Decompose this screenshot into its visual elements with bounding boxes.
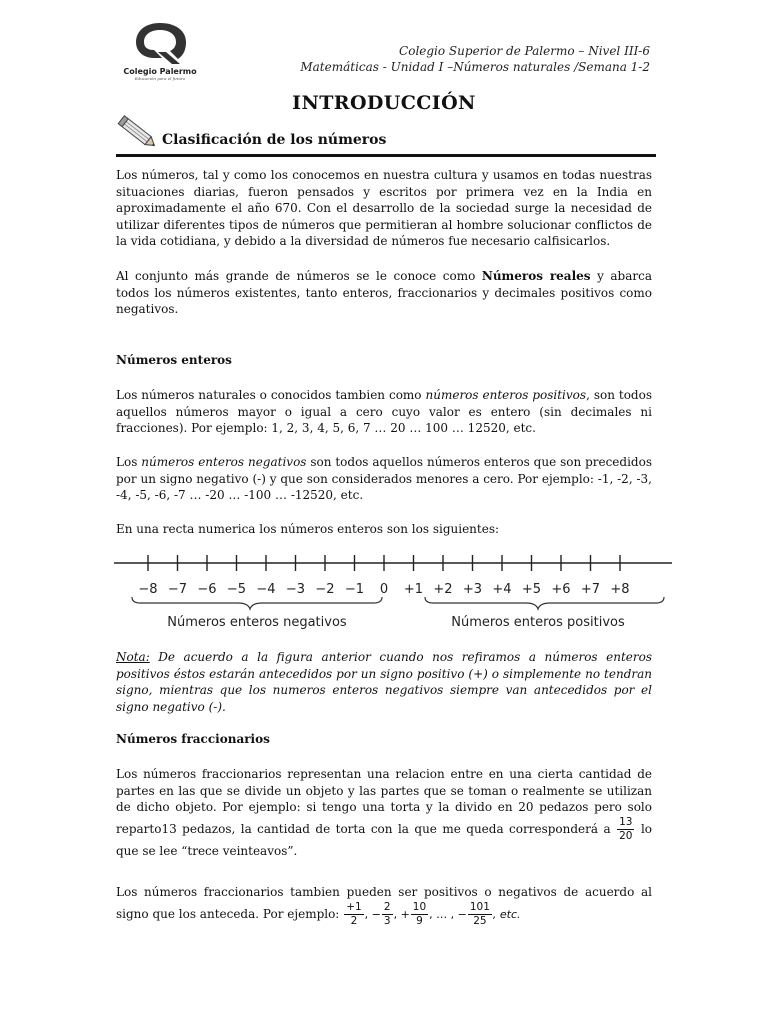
separator: , + [393, 907, 410, 921]
text-run: y abarca todos los números existentes, tanto enteros, fraccionarios y decimales positivos como negativos. [116, 269, 652, 317]
italic-term: números enteros positivos [425, 388, 587, 402]
number-line-label: +5 [521, 582, 542, 597]
separator: , − [364, 907, 381, 921]
text-run: Los números fraccionarios tambien pueden ser positivos o negativos de acuerdo al signo que los anteceda. Por ejemplo: [116, 885, 652, 921]
fraction-numerator: 10 [412, 900, 427, 913]
fraction-denominator: 20 [619, 829, 633, 842]
heading-fraccionarios: Números fraccionarios [116, 732, 270, 746]
number-line-label: −4 [256, 582, 276, 597]
number-line-label: +6 [551, 582, 571, 597]
bold-term: Números reales [481, 269, 591, 283]
section-divider [116, 154, 656, 157]
fraction-numerator: 2 [383, 900, 391, 913]
paragraph-reales [116, 268, 652, 318]
number-line-label: +4 [492, 582, 512, 597]
heading-enteros: Números enteros [116, 353, 232, 367]
paragraph-intro: Los números, tal y como los conocemos en nuestra cultura y usamos en todas nuestras situaciones diarias, fueron pensados y escritos por primera vez en la India en aproximadamente el año 670. Con el desarrollo de la sociedad surge la necesidad de utilizar diferentes tipos de números que permitieran al hombre solucionar conflictos de la vida cotidiana, y debido a la diversidad de números fue necesario calfisicarlos. [116, 168, 652, 249]
nota-label: Nota: [116, 650, 150, 664]
header-line-2: Matemáticas - Unidad I –Números naturales /Semana 1-2 [300, 60, 650, 74]
number-line-label: −3 [285, 582, 306, 597]
paragraph-recta: En una recta numerica los números enteros son los siguientes: [116, 522, 500, 536]
fraction-example [344, 901, 363, 928]
logo-mark-icon [132, 20, 188, 66]
fraction-numerator: 101 [469, 900, 490, 913]
pencil-icon [116, 114, 160, 154]
text-run: Los [116, 455, 142, 469]
paragraph-fraccionarios [116, 766, 652, 859]
fraction-numerator: 13 [619, 815, 633, 828]
number-line-label: −7 [167, 582, 188, 597]
logo-name: Colegio Palermo [123, 67, 197, 76]
number-line-figure [110, 548, 680, 638]
separator: , etc. [492, 907, 521, 921]
text-run: De acuerdo a la figura anterior cuando nos refiramos a números enteros positivos éstos estarán antecedidos por un signo positivo (+) o simplemente no tendran signo, mientras que los numeros enteros negativos siempre van antecedidos por el signo negativo (-). [116, 650, 652, 714]
school-logo [118, 20, 202, 90]
number-line-label: −2 [315, 582, 335, 597]
fraction-numerator: +1 [346, 900, 362, 913]
text-run: Los números fraccionarios representan una relacion entre en una cierta cantidad de partes en las que se divide un objeto y las partes que se toman o realmente se utilizan de dicho objeto. Por ejemplo: si tengo una torta y la divido en 20 pedazos pero solo reparto13 pedazos, la cantidad de torta con la que me queda corresponderá a [116, 767, 652, 836]
number-line-label: +2 [433, 582, 453, 597]
fraction-example [468, 901, 492, 928]
number-line-label: 0 [379, 582, 389, 597]
fraction-example [382, 901, 393, 928]
text-run: Al conjunto más grande de números se le conoce como [116, 269, 482, 283]
number-line-label: +7 [580, 582, 601, 597]
fraction-example [411, 901, 428, 928]
italic-term: números enteros negativos [141, 455, 307, 469]
text-run: Los números naturales o conocidos tambien como [116, 388, 426, 402]
number-line-label: +3 [462, 582, 483, 597]
positive-brace [425, 597, 664, 609]
section-header [116, 114, 656, 158]
text-run: son todos aquellos números enteros que son precedidos por un signo negativo (-) y que son considerados menores a cero. Por ejemplo: -1, -2, -3, -4, -5, -6, -7 … -20 … -100 … -12520, etc. [116, 455, 652, 503]
separator: , … , − [429, 907, 467, 921]
fraction-denominator: 25 [473, 914, 487, 927]
number-line-label: −8 [138, 582, 158, 597]
document-header [300, 43, 650, 75]
number-line-label: +1 [403, 582, 424, 597]
fraction-13-20 [617, 816, 634, 843]
positive-label: Números enteros positivos [451, 615, 625, 630]
number-line-label: −1 [344, 582, 365, 597]
number-line-label: −6 [197, 582, 217, 597]
fraction-denominator: 9 [416, 914, 423, 927]
number-line-label: −5 [226, 582, 247, 597]
fraction-denominator: 3 [383, 914, 391, 927]
text-run: , son todos aquellos números mayor o igual a cero cuyo valor es entero (sin decimales ni fracciones). Por ejemplo: 1, 2, 3, 4, 5, 6, 7 … 20 … 100 … 12520, etc. [116, 388, 653, 436]
page-title: INTRODUCCIÓN [292, 92, 476, 114]
paragraph-signos [116, 884, 652, 928]
fraction-denominator: 2 [350, 914, 358, 927]
negative-label: Números enteros negativos [167, 615, 347, 630]
section-title: Clasificación de los números [162, 132, 387, 148]
paragraph-nota [116, 649, 652, 715]
number-line-label: +8 [610, 582, 630, 597]
text-run: lo que se lee “trece veinteavos”. [116, 821, 652, 858]
header-line-1: Colegio Superior de Palermo – Nivel III-6 [399, 44, 650, 58]
logo-tagline: Educación para el futuro [134, 76, 186, 81]
negative-brace [132, 597, 382, 609]
paragraph-negativos [116, 454, 652, 504]
paragraph-naturales [116, 387, 652, 437]
